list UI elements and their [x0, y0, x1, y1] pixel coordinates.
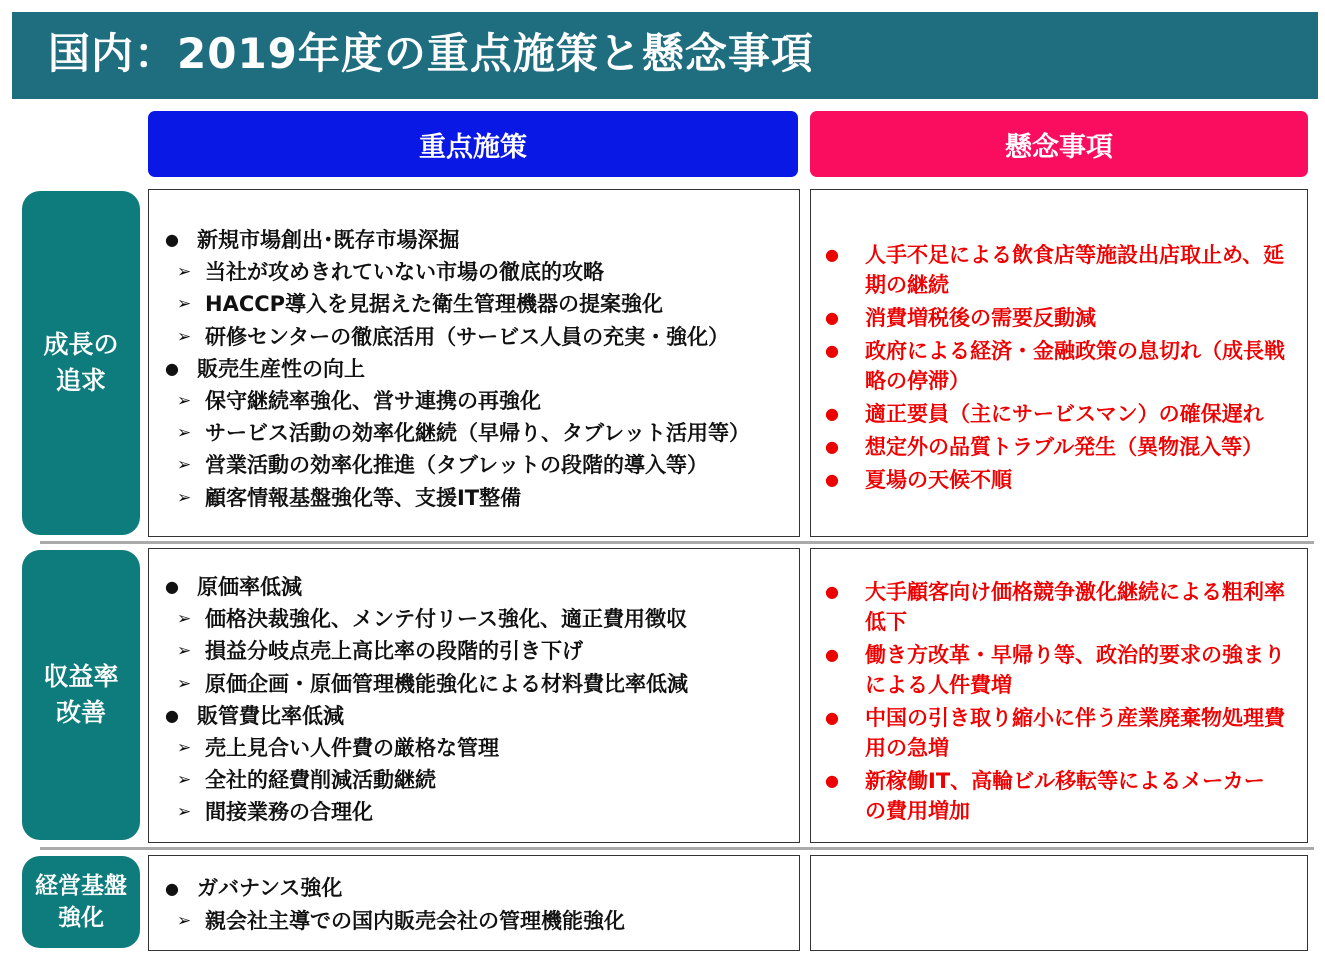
bullet-icon: ●	[825, 404, 839, 423]
focus-box-foundation	[148, 855, 800, 951]
row-label-foundation	[22, 856, 140, 948]
page-title: 国内：2019年度の重点施策と懸念事項	[48, 29, 814, 78]
arrow-icon: ➢	[177, 802, 192, 823]
concern-item: ● 大手顧客向け価格競争激化継続による粗利率低下	[825, 577, 1285, 637]
concern-column-header: 懸念事項	[810, 111, 1308, 177]
arrow-icon: ➢	[177, 911, 192, 931]
row-label-line: 経営基盤	[35, 873, 127, 899]
bullet-icon: ●	[825, 308, 839, 327]
bullet-icon: ●	[165, 577, 179, 596]
concern-item: ● 想定外の品質トラブル発生（異物混入等）	[825, 432, 1285, 462]
list-item: ● 販売生産性の向上	[165, 353, 750, 385]
row-divider	[40, 541, 1314, 544]
list-subitem: ➢ 原価企画・原価管理機能強化による材料費比率低減	[165, 668, 688, 700]
list-subitem: ➢ 親会社主導での国内販売会社の管理機能強化	[165, 905, 625, 938]
list-subitem: ➢ 売上見合い人件費の厳格な管理	[165, 732, 688, 764]
concern-item: ● 人手不足による飲食店等施設出店取止め、延期の継続	[825, 240, 1285, 300]
arrow-icon: ➢	[177, 262, 192, 283]
arrow-icon: ➢	[177, 738, 192, 759]
arrow-icon: ➢	[177, 673, 192, 694]
title-bar	[12, 12, 1318, 99]
list-subitem: ➢ 全社的経費削減活動継続	[165, 764, 688, 796]
concern-list-growth	[825, 240, 1285, 498]
bullet-icon: ●	[825, 341, 839, 360]
bullet-icon: ●	[825, 470, 839, 489]
list-subitem: ➢ HACCP導入を見据えた衛生管理機器の提案強化	[165, 288, 750, 320]
concern-item: ● 新稼働IT、高輪ビル移転等によるメーカーの費用増加	[825, 766, 1285, 826]
row-label-profit	[22, 550, 140, 840]
concern-item: ● 適正要員（主にサービスマン）の確保遅れ	[825, 399, 1285, 429]
focus-list-foundation	[165, 872, 625, 938]
list-item: ● 販管費比率低減	[165, 700, 688, 732]
concern-item: ● 働き方改革・早帰り等、政治的要求の強まりによる人件費増	[825, 640, 1285, 700]
concern-box-growth	[810, 189, 1308, 537]
concern-list-profit	[825, 577, 1285, 829]
focus-box-profit	[148, 548, 800, 843]
arrow-icon: ➢	[177, 326, 192, 347]
bullet-icon: ●	[165, 230, 179, 249]
row-label-line: 成長の	[43, 330, 119, 359]
concern-item: ● 中国の引き取り縮小に伴う産業廃棄物処理費用の急増	[825, 703, 1285, 763]
list-subitem: ➢ 間接業務の合理化	[165, 796, 688, 828]
row-label-line: 改善	[55, 698, 106, 727]
arrow-icon: ➢	[177, 391, 192, 412]
concern-item: ● 消費増税後の需要反動減	[825, 303, 1285, 333]
list-item: ● 新規市場創出･既存市場深掘	[165, 224, 750, 256]
row-label-line: 強化	[58, 905, 104, 931]
focus-column-header: 重点施策	[148, 111, 798, 177]
list-subitem: ➢ 顧客情報基盤強化等、支援IT整備	[165, 482, 750, 514]
concern-box-foundation	[810, 855, 1308, 951]
list-subitem: ➢ 価格決裁強化、メンテ付リース強化、適正費用徴収	[165, 603, 688, 635]
concern-item: ● 夏場の天候不順	[825, 465, 1285, 495]
bullet-icon: ●	[825, 245, 839, 264]
arrow-icon: ➢	[177, 294, 192, 315]
list-subitem: ➢ 当社が攻めきれていない市場の徹底的攻略	[165, 256, 750, 288]
row-label-growth	[22, 191, 140, 535]
arrow-icon: ➢	[177, 487, 192, 508]
list-subitem: ➢ 営業活動の効率化推進（タブレットの段階的導入等）	[165, 449, 750, 481]
bullet-icon: ●	[825, 437, 839, 456]
arrow-icon: ➢	[177, 455, 192, 476]
focus-list-growth	[165, 224, 750, 514]
arrow-icon: ➢	[177, 423, 192, 444]
bullet-icon: ●	[825, 582, 839, 601]
list-item: ● 原価率低減	[165, 571, 688, 603]
row-label-line: 収益率	[43, 662, 119, 691]
bullet-icon: ●	[825, 645, 839, 664]
list-item: ● ガバナンス強化	[165, 872, 625, 905]
list-subitem: ➢ 損益分岐点売上高比率の段階的引き下げ	[165, 635, 688, 667]
bullet-icon: ●	[165, 879, 179, 898]
list-subitem: ➢ サービス活動の効率化継続（早帰り、タブレット活用等）	[165, 417, 750, 449]
arrow-icon: ➢	[177, 609, 192, 630]
bullet-icon: ●	[165, 705, 179, 725]
focus-box-growth	[148, 189, 800, 537]
row-label-line: 追求	[55, 366, 106, 395]
arrow-icon: ➢	[177, 641, 192, 662]
bullet-icon: ●	[165, 358, 179, 378]
concern-box-profit	[810, 548, 1308, 843]
row-divider	[40, 847, 1314, 850]
arrow-icon: ➢	[177, 770, 192, 791]
concern-item: ● 政府による経済・金融政策の息切れ（成長戦略の停滞）	[825, 336, 1285, 396]
focus-list-profit	[165, 571, 688, 829]
bullet-icon: ●	[825, 708, 839, 727]
list-subitem: ➢ 研修センターの徹底活用（サービス人員の充実・強化）	[165, 321, 750, 353]
list-subitem: ➢ 保守継続率強化、営サ連携の再強化	[165, 385, 750, 417]
bullet-icon: ●	[825, 771, 839, 790]
